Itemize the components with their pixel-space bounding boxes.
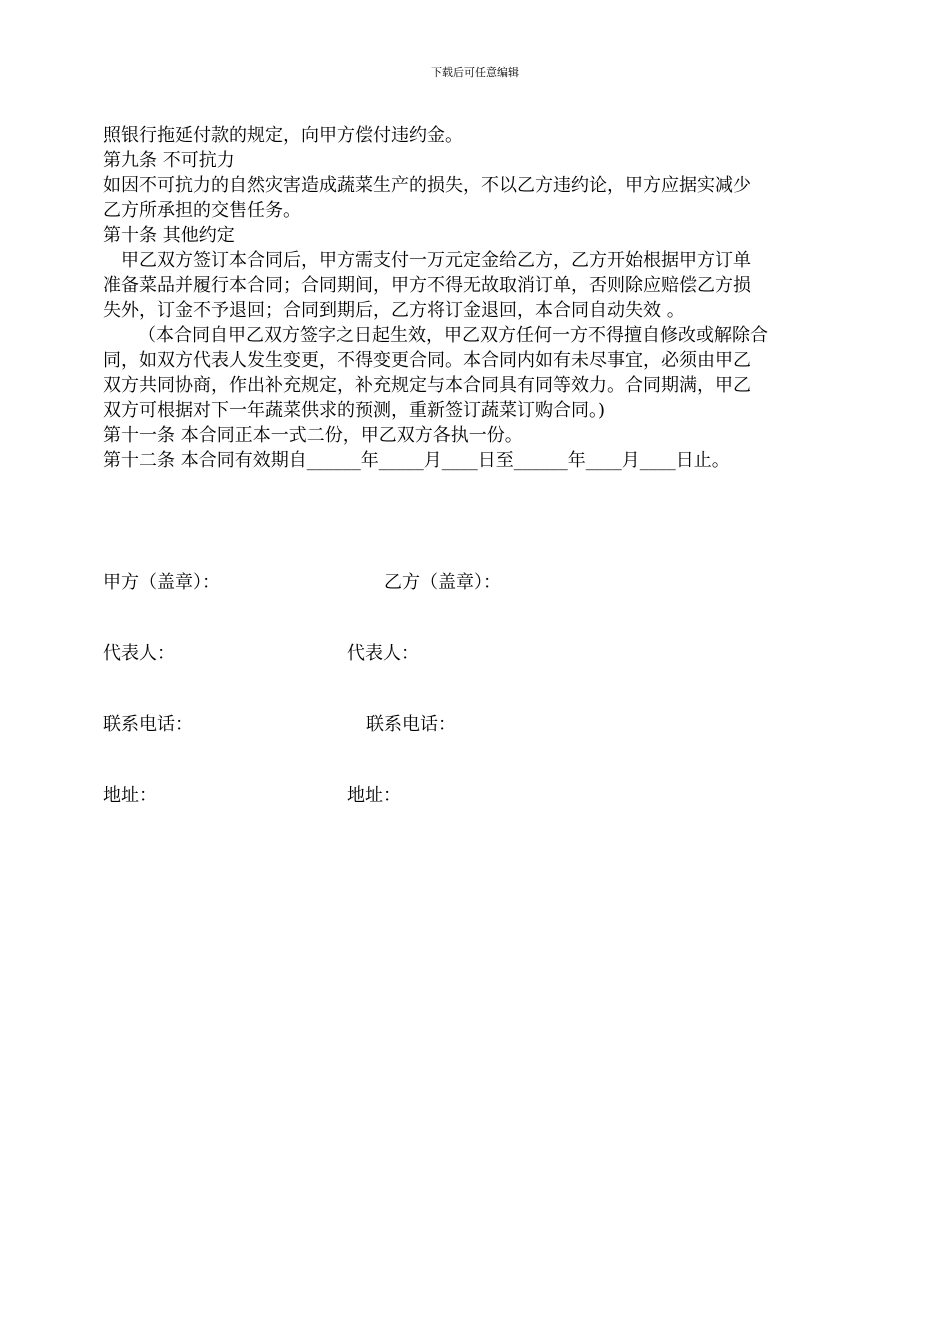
validity-clause: 第十二条 本合同有效期自______年_____月____日至______年____月____日止。 [103,450,730,471]
clause-text: 如因不可抗力的自然灾害造成蔬菜生产的损失，不以乙方违约论，甲方应据实减少 [103,175,751,196]
clause-text: 准备菜品并履行本合同；合同期间，甲方不得无故取消订单，否则除应赔偿乙方损 [103,275,751,296]
clause-text: 照银行拖延付款的规定，向甲方偿付违约金。 [103,125,463,146]
clause-text: 同，如双方代表人发生变更，不得变更合同。本合同内如有未尽事宜，必须由甲乙 [103,350,751,371]
page-header: 下载后可任意编辑 [431,66,519,79]
party-b-address-label: 地址： [347,785,401,806]
party-b-representative-label: 代表人： [347,643,419,664]
clause-text: 第十一条 本合同正本一式二份，甲乙双方各执一份。 [103,425,523,446]
clause-text: 双方共同协商，作出补充规定，补充规定与本合同具有同等效力。合同期满，甲乙 [103,375,751,396]
contract-body [103,123,863,473]
clause-text: 双方可根据对下一年蔬菜供求的预测，重新签订蔬菜订购合同。) [103,400,606,421]
party-a-address-label: 地址： [103,785,157,806]
party-a-seal-label: 甲方（盖章）： [103,572,220,593]
party-a-representative-label: 代表人： [103,643,175,664]
party-b-seal-label: 乙方（盖章）： [384,572,501,593]
clause-heading: 第十条 其他约定 [103,225,235,246]
party-a-phone-label: 联系电话： [103,714,193,735]
clause-heading: 第九条 不可抗力 [103,150,235,171]
party-b-phone-label: 联系电话： [366,714,456,735]
clause-text: 失外，订金不予退回；合同到期后，乙方将订金退回，本合同自动失效 。 [103,300,685,321]
clause-text: 乙方所承担的交售任务。 [103,200,301,221]
clause-text: 甲乙双方签订本合同后，甲方需支付一万元定金给乙方，乙方开始根据甲方订单 [121,250,751,271]
clause-text: （本合同自甲乙双方签字之日起生效，甲乙双方任何一方不得擅自修改或解除合 [138,325,768,346]
